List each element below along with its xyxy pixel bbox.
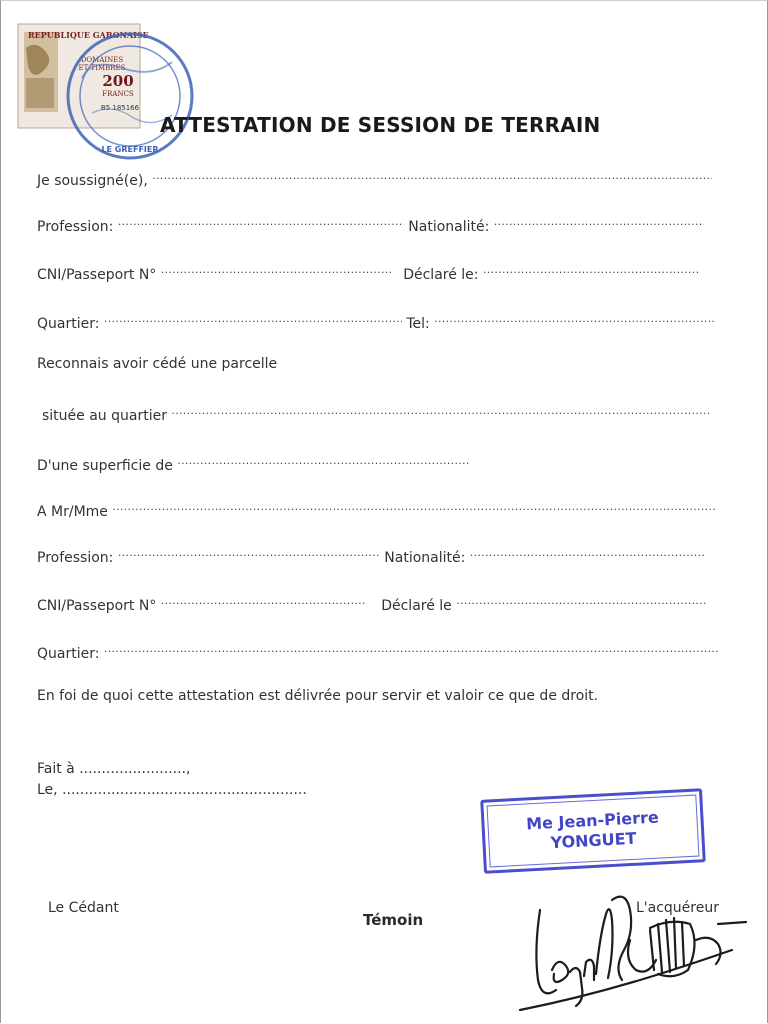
field-reconnais xyxy=(37,355,277,373)
field-label: Nationalité: xyxy=(384,550,466,566)
notary-stamp-line-1: Me Jean-Pierre xyxy=(525,807,660,834)
fill-line[interactable] xyxy=(177,452,469,470)
fill-line[interactable] xyxy=(161,261,393,279)
fiscal-country-text: REPUBLIQUE GABONAISE xyxy=(28,30,149,40)
field-label: Déclaré le xyxy=(381,598,452,614)
field-label: Quartier: xyxy=(37,316,100,332)
fill-line[interactable] xyxy=(152,167,712,185)
fiscal-currency: FRANCS xyxy=(102,90,134,98)
field-fait-a xyxy=(37,760,190,778)
field-label: CNI/Passeport N° xyxy=(37,267,157,283)
closing-statement: En foi de quoi cette attestation est délivrée pour servir et valoir ce que de droit. xyxy=(37,688,599,704)
fill-line[interactable] xyxy=(434,310,716,328)
acquereur-label: L'acquéreur xyxy=(636,900,719,916)
temoin-label: Témoin xyxy=(363,911,424,929)
field-cni-2 xyxy=(37,592,706,615)
field-label: Profession: xyxy=(37,219,114,235)
field-label: CNI/Passeport N° xyxy=(37,598,157,614)
field-le xyxy=(37,781,307,799)
fiscal-serial: B5 185166 xyxy=(100,104,140,112)
field-text: Reconnais avoir cédé une parcelle xyxy=(37,356,278,372)
fiscal-label-2: ET TIMBRES xyxy=(78,64,126,72)
document-title: ATTESTATION DE SESSION DE TERRAIN xyxy=(160,113,601,137)
cedant-label: Le Cédant xyxy=(48,900,119,916)
field-superficie xyxy=(37,452,469,475)
seal-ring-text: LE GREFFIER xyxy=(101,145,159,154)
field-label: A Mr/Mme xyxy=(37,504,108,520)
fill-line[interactable] xyxy=(494,213,704,231)
field-profession-2 xyxy=(37,544,706,567)
fiscal-value: 200 xyxy=(102,72,134,90)
fill-line[interactable] xyxy=(456,592,706,610)
field-situee xyxy=(42,402,711,425)
field-label: Déclaré le: xyxy=(403,267,479,283)
field-quartier-1 xyxy=(37,310,716,333)
field-label: Profession: xyxy=(37,550,114,566)
field-label: Nationalité: xyxy=(408,219,490,235)
fill-line[interactable] xyxy=(483,261,699,279)
fill-line[interactable] xyxy=(470,544,706,562)
field-profession-1 xyxy=(37,213,704,236)
field-label: située au quartier xyxy=(42,408,167,424)
field-quartier-2 xyxy=(37,640,720,663)
field-soussigne xyxy=(37,167,712,190)
field-text: Le, ....................................................... xyxy=(37,782,307,798)
field-text: Fait à ........................, xyxy=(37,761,191,777)
notary-stamp xyxy=(480,788,706,874)
field-cni-1 xyxy=(37,261,699,284)
fill-line[interactable] xyxy=(104,640,720,658)
fill-line[interactable] xyxy=(118,544,380,562)
handwritten-signature xyxy=(500,880,750,1020)
fill-line[interactable] xyxy=(118,213,404,231)
fill-line[interactable] xyxy=(161,592,367,610)
field-a-mr xyxy=(37,498,716,521)
fill-line[interactable] xyxy=(112,498,716,516)
fill-line[interactable] xyxy=(171,402,711,420)
field-label: Tel: xyxy=(406,316,430,332)
field-label: D'une superficie de xyxy=(37,458,173,474)
fill-line[interactable] xyxy=(104,310,402,328)
field-label: Quartier: xyxy=(37,646,100,662)
field-en-foi xyxy=(37,687,598,705)
notary-stamp-line-2: YONGUET xyxy=(550,828,637,853)
fiscal-label-1: DOMAINES xyxy=(80,56,124,64)
field-label: Je soussigné(e), xyxy=(37,173,148,189)
fiscal-stamp-seal xyxy=(12,18,197,166)
